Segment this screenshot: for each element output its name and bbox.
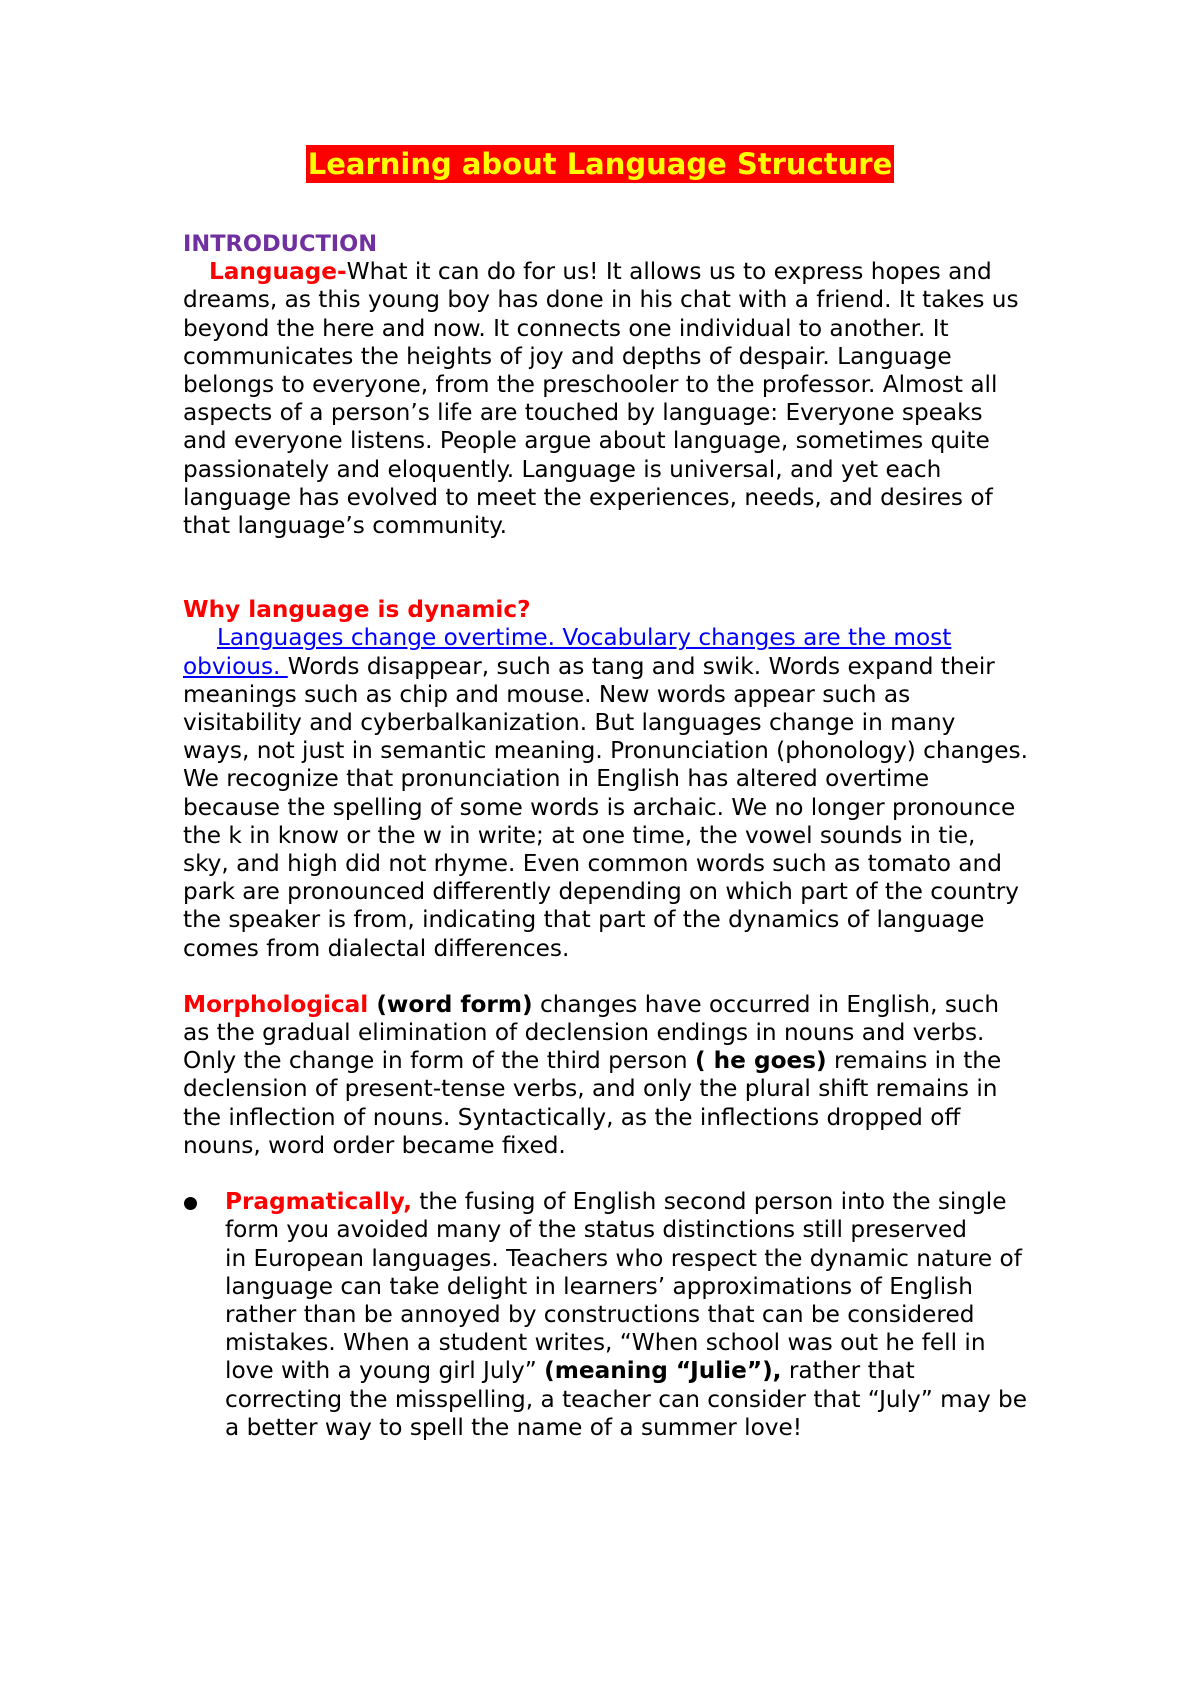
section-spacer [183, 963, 1028, 991]
prag-text-3: rather that correcting the misspelling, a teacher can consider that “July” may be a better way to spell the name of a summer love! [225, 1357, 1028, 1441]
dynamic-paragraph [183, 624, 1028, 962]
title-container [0, 145, 1200, 183]
intro-text: What it can do for us! It allows us to express hopes and dreams, as this young boy has done in his chat with a friend. It takes us beyond the here and now. It connects one individual to another. It communicates the heights of joy and depths of despair. Language belongs to everyone, from the preschooler to the professor. Almost all aspects of a person’s life are touched by language: Everyone speaks and everyone listens. People argue about language, sometimes quite passionately and eloquently. Language is universal, and yet each language has evolved to meet the experiences, needs, and desires of that language’s community. [183, 258, 1019, 540]
prag-bold-meaning: (meaning “Julie”), [544, 1357, 782, 1385]
dynamic-link[interactable]: Languages change overtime. Vocabulary changes are the most obvious. [183, 624, 952, 680]
morph-text-1: changes have occurred in English, such as the gradual elimination of declension endings in nouns and verbs. Only the change in form of the third person [183, 990, 1000, 1075]
intro-heading: INTRODUCTION [183, 231, 378, 257]
intro-lead-term: Language- [209, 258, 347, 286]
morph-paragraph [183, 991, 1028, 1160]
morph-bold-example: ( he goes) [695, 1047, 827, 1075]
prag-lead-term: Pragmatically, [225, 1188, 412, 1216]
section-spacer [183, 540, 1028, 596]
morph-lead-term: Morphological [183, 990, 369, 1018]
bullet-dot-icon [184, 1197, 197, 1210]
document-title: Learning about Language Structure [307, 147, 893, 181]
dynamic-text: Words disappear, such as tang and swik. Words expand their meanings such as chip and mouse. New words appear such as visitability and cyberbalkanization. But languages change in many ways, not just in semantic meaning. Pronunciation (phonology) changes. We recognize that pronunciation in English has altered overtime because the spelling of some words is archaic. We no longer pronounce the k in know or the w in write; at one time, the vowel sounds in tie, sky, and high did not rhyme. Even common words such as tomato and park are pronounced differently depending on which part of the country the speaker is from, indicating that part of the dynamics of language comes from dialectal differences. [183, 652, 1028, 962]
pragmatics-paragraph [225, 1188, 1028, 1442]
prag-text-1: the fusing of English second person into the single form you avoided many of the status distinctions still preserved [225, 1188, 1007, 1244]
morph-lead-bold: (word form) [368, 990, 533, 1018]
morph-text-2: remains in the declension of present-tense verbs, and only the plural shift remains in the inflection of nouns. Syntactically, as the inflections dropped off nouns, word order became fixed. [183, 1047, 1002, 1159]
section-spacer [183, 1160, 1028, 1188]
dynamic-heading: Why language is dynamic? [183, 596, 531, 624]
prag-text-2: in European languages. Teachers who respect the dynamic nature of language can take delight in learners’ approximations of English rather than be annoyed by constructions that can be considered mistakes. When a student writes, “When school was out he fell in love with a young girl July” [225, 1244, 1022, 1385]
intro-paragraph [183, 258, 1028, 540]
document-body [183, 230, 1028, 1442]
pragmatics-list-item [183, 1188, 1028, 1442]
